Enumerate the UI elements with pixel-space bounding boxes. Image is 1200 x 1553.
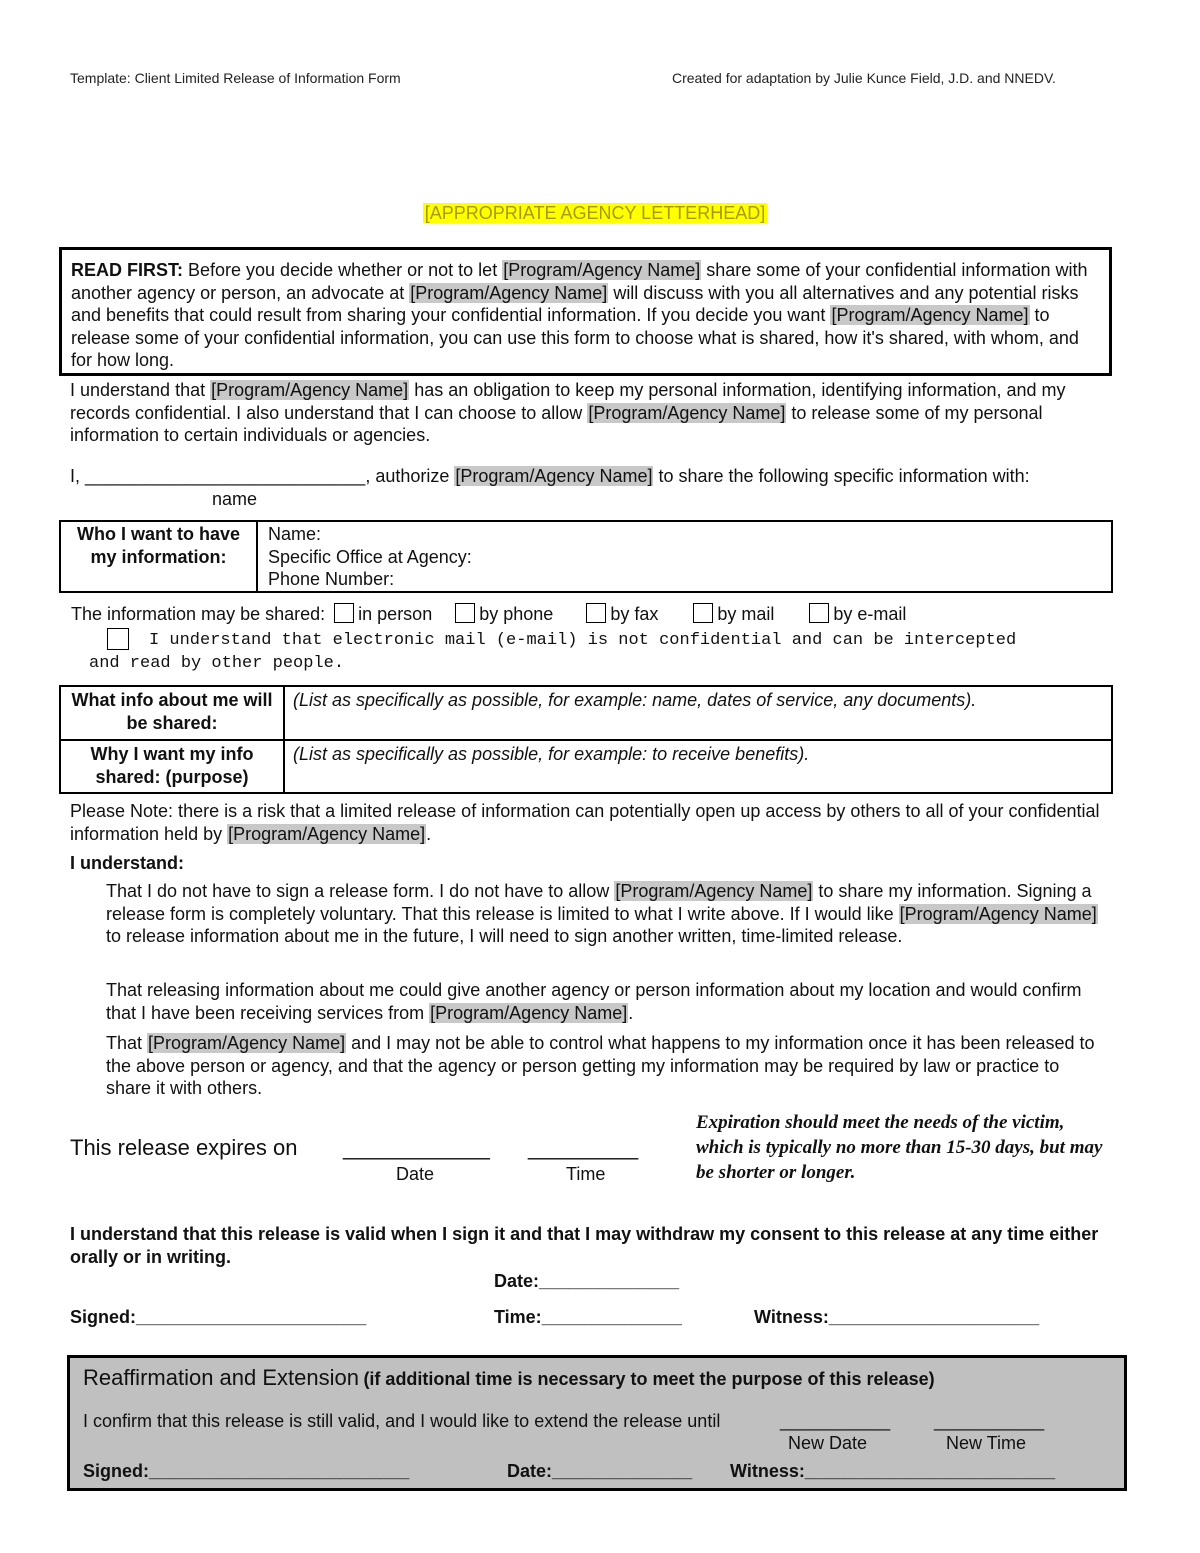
- authorize-prefix: I,: [70, 466, 86, 486]
- by-phone-label: by phone: [479, 604, 554, 624]
- client-name-field[interactable]: ____________________________: [85, 466, 366, 486]
- recipient-office-field[interactable]: Specific Office at Agency:: [268, 546, 472, 567]
- expiry-date-caption: Date: [396, 1164, 435, 1184]
- template-credit: Created for adaptation by Julie Kunce Field, J.D. and NNEDV.: [672, 70, 1056, 86]
- consent-time-label: Time:: [494, 1307, 542, 1327]
- reaffirmation-confirm: [83, 1410, 720, 1433]
- agency-name-placeholder: [Program/Agency Name]: [831, 305, 1029, 325]
- read-first-text-4: to release some of your confidential information, you can use this form to choose what is shared, how it's shared, with whom, and for how long.: [71, 305, 1079, 370]
- agency-name-placeholder: [Program/Agency Name]: [430, 1002, 628, 1023]
- expiry-time-field[interactable]: _________: [528, 1135, 639, 1160]
- bullet-1-text-3: to release information about me in the future, I will need to sign another written, time-limited release.: [106, 926, 903, 946]
- authorize-mid: , authorize: [365, 466, 455, 486]
- expires-label: This release expires on: [70, 1135, 298, 1160]
- bullet-3-text-2: and I may not be able to control what happens to my information once it has been released to the above person or agency, and that the agency or person getting my information may be required by law or practice to share it with others.: [106, 1033, 1095, 1098]
- agency-name-placeholder: [Program/Agency Name]: [615, 881, 813, 901]
- letterhead-placeholder: [0, 203, 1190, 224]
- consent-date: [494, 1270, 679, 1293]
- purpose-label: Why I want my info shared: (purpose): [60, 740, 284, 793]
- consent-date-label: Date:: [494, 1271, 540, 1291]
- expiration-guidance: Expiration should meet the needs of the victim, which is typically no more than 15-30 days, but may be shorter or longer.: [696, 1112, 1103, 1183]
- new-time-field[interactable]: ___________: [934, 1411, 1045, 1431]
- bullet-2-text-2: .: [628, 1002, 634, 1023]
- agency-name-placeholder: [Program/Agency Name]: [503, 260, 701, 280]
- read-first-text-3: will discuss with you all alternatives and any potential risks and benefits that could result from sharing your confidential information. If you decide you want: [71, 282, 1079, 325]
- understand-bullet-2: [106, 979, 1106, 1024]
- reaffirm-signed: [83, 1460, 409, 1483]
- agency-name-placeholder: [Program/Agency Name]: [148, 1033, 346, 1053]
- by-mail-label: by mail: [717, 604, 775, 624]
- new-date-field[interactable]: ___________: [780, 1411, 891, 1431]
- consent-witness: [754, 1306, 1039, 1329]
- understand-bullet-1: [106, 880, 1106, 948]
- recipient-table: [59, 520, 1113, 593]
- reaffirmation-confirm-text: I confirm that this release is still valid, and I would like to extend the release until: [83, 1411, 721, 1431]
- agency-name-placeholder: [Program/Agency Name]: [410, 282, 608, 303]
- reaffirmation-title-note: (if additional time is necessary to meet the purpose of this release): [363, 1369, 935, 1389]
- by-email-label: by e-mail: [833, 604, 907, 624]
- consent-time: [494, 1306, 682, 1329]
- authorize-line: [70, 465, 1030, 488]
- understand-text-1: I understand that: [70, 380, 211, 400]
- consent-time-field[interactable]: ______________: [541, 1307, 682, 1327]
- reaffirmation-heading: [83, 1365, 935, 1391]
- reaffirm-signed-label: Signed:: [83, 1461, 149, 1481]
- read-first-label: READ FIRST:: [71, 260, 183, 280]
- reaffirm-witness: [730, 1460, 1055, 1483]
- by-mail-checkbox[interactable]: [693, 603, 713, 623]
- template-title: Template: Client Limited Release of Information Form: [70, 70, 401, 86]
- consent-date-field[interactable]: ______________: [539, 1271, 680, 1291]
- read-first-text-1: Before you decide whether or not to let: [183, 260, 503, 280]
- understand-text-3: to release some of my personal information to certain individuals or agencies.: [70, 402, 1043, 445]
- by-fax-label: by fax: [610, 604, 659, 624]
- i-understand-heading: I understand:: [70, 853, 185, 873]
- share-methods-intro: The information may be shared:: [71, 604, 326, 624]
- consent-statement: I understand that this release is valid when I sign it and that I may withdraw my consent to this release at any time either orally or in writing.: [70, 1224, 1099, 1267]
- reaffirm-date-label: Date:: [507, 1461, 553, 1481]
- reaffirm-signature-field[interactable]: __________________________: [149, 1461, 410, 1481]
- reaffirmation-title: Reaffirmation and Extension: [83, 1365, 359, 1390]
- consent-signed: [70, 1306, 366, 1329]
- bullet-3-text-1: That: [106, 1033, 148, 1053]
- understand-bullet-3: [106, 1032, 1106, 1100]
- by-email-checkbox[interactable]: [809, 603, 829, 623]
- name-caption: name: [212, 489, 258, 509]
- risk-note-end: .: [426, 823, 432, 844]
- by-phone-checkbox[interactable]: [455, 603, 475, 623]
- recipient-label: Who I want to have my information:: [60, 521, 257, 592]
- reaffirm-date-field[interactable]: ______________: [552, 1461, 693, 1481]
- letterhead-text: [APPROPRIATE AGENCY LETTERHEAD]: [424, 203, 766, 223]
- info-table: [59, 685, 1113, 794]
- read-first-text-2: share some of your confidential information with another agency or person, an advocate at: [71, 260, 1088, 303]
- read-first-box: [59, 247, 1112, 376]
- risk-note-text: Please Note: there is a risk that a limited release of information can potentially open up access by others to all of your confidential information held by: [70, 801, 1100, 844]
- reaffirm-date: [507, 1460, 692, 1483]
- expiry-time-caption: Time: [566, 1164, 606, 1184]
- agency-name-placeholder: [Program/Agency Name]: [228, 823, 426, 844]
- expiry-date-field[interactable]: ____________: [343, 1135, 490, 1160]
- agency-name-placeholder: [Program/Agency Name]: [455, 466, 653, 486]
- confidentiality-paragraph: [70, 379, 1115, 447]
- reaffirm-witness-label: Witness:: [730, 1461, 805, 1481]
- info-shared-label: What info about me will be shared:: [60, 686, 284, 740]
- agency-name-placeholder: [Program/Agency Name]: [588, 402, 786, 423]
- bullet-2-text-1: That releasing information about me could give another agency or person information about my location and would confirm that I have been receiving services from: [106, 980, 1082, 1023]
- purpose-field[interactable]: (List as specifically as possible, for example: to receive benefits).: [284, 740, 1112, 793]
- understand-text-2: has an obligation to keep my personal information, identifying information, and my records confidential. I also understand that I can choose to allow: [70, 380, 1066, 423]
- risk-note: [70, 800, 1115, 845]
- info-shared-field[interactable]: (List as specifically as possible, for example: name, dates of service, any documents).: [284, 686, 1112, 740]
- witness-field[interactable]: _____________________: [828, 1307, 1040, 1327]
- by-fax-checkbox[interactable]: [586, 603, 606, 623]
- recipient-details[interactable]: [257, 521, 1112, 592]
- in-person-checkbox[interactable]: [334, 603, 354, 623]
- recipient-phone-field[interactable]: Phone Number:: [268, 569, 395, 589]
- agency-name-placeholder: [Program/Agency Name]: [899, 903, 1097, 924]
- signature-field[interactable]: _______________________: [136, 1307, 367, 1327]
- in-person-label: in person: [358, 604, 433, 624]
- share-methods: [71, 603, 906, 626]
- witness-label: Witness:: [754, 1307, 829, 1327]
- authorize-suffix: to share the following specific information with:: [653, 466, 1030, 486]
- new-date-caption: New Date: [788, 1433, 868, 1453]
- new-time-caption: New Time: [946, 1433, 1027, 1453]
- agency-name-placeholder: [Program/Agency Name]: [211, 380, 409, 400]
- reaffirm-witness-field[interactable]: _________________________: [804, 1461, 1056, 1481]
- bullet-1-text-2: to share my information. Signing a release form is completely voluntary. That this release is limited to what I write above. If I would like: [106, 881, 1092, 924]
- bullet-1-text-1: That I do not have to sign a release form. I do not have to allow: [106, 881, 615, 901]
- recipient-name-field[interactable]: Name:: [268, 524, 322, 544]
- signed-label: Signed:: [70, 1307, 136, 1327]
- email-notice: I understand that electronic mail (e-mail) is not confidential and can be intercepted and read by other people.: [89, 631, 1017, 673]
